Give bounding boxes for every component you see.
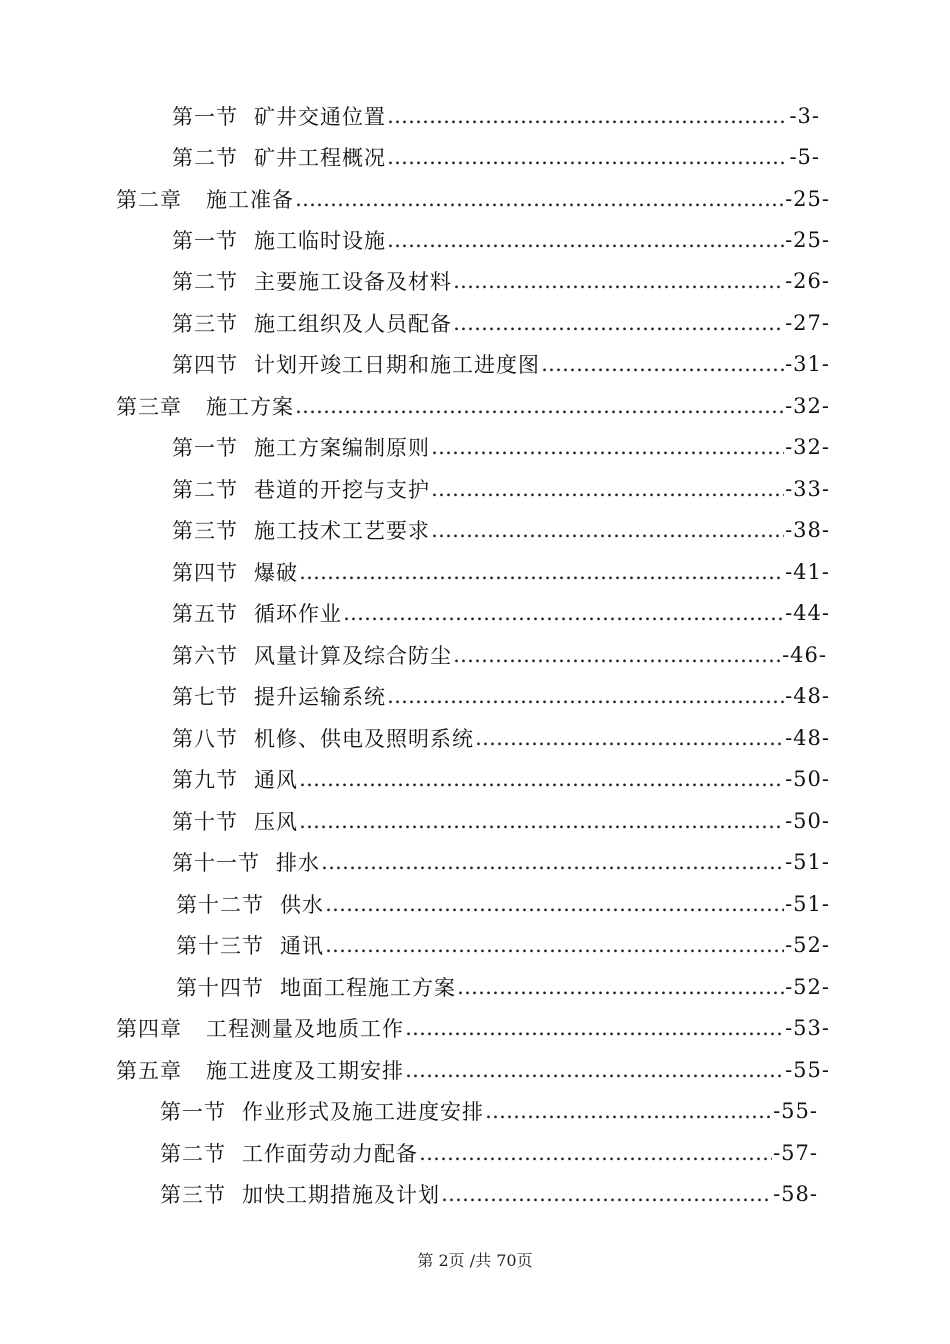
toc-entry-number: 第十二节 <box>176 893 264 917</box>
toc-entry[interactable] <box>172 308 830 338</box>
toc-entry[interactable] <box>172 681 830 711</box>
toc-entry-page: -50- <box>785 767 830 791</box>
toc-entry-number: 第一节 <box>160 1100 226 1124</box>
toc-entry-number: 第三节 <box>172 312 238 336</box>
toc-entry[interactable] <box>172 557 830 587</box>
toc-entry-number: 第三节 <box>172 519 238 543</box>
toc-entry-number: 第六节 <box>172 644 238 668</box>
toc-entry-title: 排水 <box>276 851 320 875</box>
toc-entry[interactable] <box>160 1179 818 1209</box>
toc-entry-number: 第四节 <box>172 561 238 585</box>
toc-entry[interactable] <box>172 349 830 379</box>
dot-leader <box>457 975 784 999</box>
dot-leader <box>299 560 784 584</box>
toc-entry-page: -52- <box>785 933 830 957</box>
toc-entry-title: 主要施工设备及材料 <box>254 270 452 294</box>
toc-entry-page: -50- <box>785 809 830 833</box>
dot-leader <box>387 684 784 708</box>
toc-chapter-entry[interactable] <box>116 184 830 214</box>
toc-entry-number: 第十三节 <box>176 934 264 958</box>
toc-entry-title: 施工进度及工期安排 <box>206 1059 404 1083</box>
toc-entry-page: -52- <box>785 975 830 999</box>
toc-entry-page: -55- <box>785 1058 830 1082</box>
toc-entry-page: -31- <box>785 352 830 376</box>
dot-leader <box>295 187 784 211</box>
dot-leader <box>419 1141 772 1165</box>
toc-entry-page: -48- <box>785 684 830 708</box>
toc-entry-number: 第十节 <box>172 810 238 834</box>
toc-entry-number: 第十四节 <box>176 976 264 1000</box>
dot-leader <box>295 394 784 418</box>
dot-leader <box>299 767 784 791</box>
dot-leader <box>441 1182 772 1206</box>
toc-entry-number: 第二节 <box>172 478 238 502</box>
dot-leader <box>541 352 784 376</box>
toc-entry[interactable] <box>172 225 830 255</box>
toc-entry-number: 第一节 <box>172 229 238 253</box>
dot-leader <box>387 228 784 252</box>
toc-entry[interactable] <box>172 266 830 296</box>
toc-entry-number: 第二节 <box>160 1142 226 1166</box>
toc-entry[interactable] <box>160 1138 818 1168</box>
toc-entry-title: 计划开竣工日期和施工进度图 <box>254 353 540 377</box>
toc-entry-title: 施工方案编制原则 <box>254 436 430 460</box>
toc-entry-title: 地面工程施工方案 <box>280 976 456 1000</box>
toc-entry-page: -32- <box>785 394 830 418</box>
toc-entry-title: 机修、供电及照明系统 <box>254 727 474 751</box>
toc-entry-page: -51- <box>785 892 830 916</box>
toc-entry-page: -38- <box>785 518 830 542</box>
toc-entry-page: -44- <box>785 601 830 625</box>
dot-leader <box>343 601 784 625</box>
toc-entry-number: 第八节 <box>172 727 238 751</box>
toc-entry-title: 巷道的开挖与支护 <box>254 478 430 502</box>
toc-entry-title: 施工技术工艺要求 <box>254 519 430 543</box>
toc-entry-number: 第一节 <box>172 436 238 460</box>
toc-entry-page: -25- <box>785 187 830 211</box>
toc-entry[interactable] <box>172 598 830 628</box>
toc-chapter-entry[interactable] <box>116 391 830 421</box>
toc-entry-page: -53- <box>785 1016 830 1040</box>
toc-entry-page: -5- <box>789 145 820 169</box>
toc-entry-number: 第五章 <box>116 1059 182 1083</box>
toc-entry-page: -41- <box>785 560 830 584</box>
toc-entry-title: 工作面劳动力配备 <box>242 1142 418 1166</box>
toc-chapter-entry[interactable] <box>116 1013 830 1043</box>
toc-entry-title: 压风 <box>254 810 298 834</box>
dot-leader <box>325 933 784 957</box>
toc-entry-title: 工程测量及地质工作 <box>206 1017 404 1041</box>
toc-entry-title: 通讯 <box>280 934 324 958</box>
toc-entry-number: 第二节 <box>172 146 238 170</box>
toc-chapter-entry[interactable] <box>116 1055 830 1085</box>
toc-entry[interactable] <box>172 847 830 877</box>
toc-entry[interactable] <box>176 972 830 1002</box>
dot-leader <box>325 892 784 916</box>
toc-entry-title: 施工方案 <box>206 395 294 419</box>
toc-entry[interactable] <box>172 474 830 504</box>
toc-entry[interactable] <box>172 764 830 794</box>
toc-entry-number: 第五节 <box>172 602 238 626</box>
toc-entry-title: 供水 <box>280 893 324 917</box>
toc-entry-page: -27- <box>785 311 830 335</box>
page-footer: 第 2页 /共 70页 <box>417 1251 533 1270</box>
toc-entry[interactable] <box>172 142 820 172</box>
toc-entry-number: 第一节 <box>172 105 238 129</box>
toc-entry-title: 施工组织及人员配备 <box>254 312 452 336</box>
toc-entry-number: 第二章 <box>116 188 182 212</box>
toc-entry-title: 加快工期措施及计划 <box>242 1183 440 1207</box>
toc-entry-page: -32- <box>785 435 830 459</box>
dot-leader <box>453 311 784 335</box>
toc-entry-page: -51- <box>785 850 830 874</box>
dot-leader <box>431 518 784 542</box>
toc-entry-number: 第七节 <box>172 685 238 709</box>
toc-entry-page: -3- <box>789 104 820 128</box>
dot-leader <box>485 1099 772 1123</box>
dot-leader <box>475 726 784 750</box>
toc-entry-title: 循环作业 <box>254 602 342 626</box>
toc-entry-page: -57- <box>773 1141 818 1165</box>
toc-entry[interactable] <box>172 806 830 836</box>
dot-leader <box>387 104 788 128</box>
toc-entry-title: 矿井交通位置 <box>254 105 386 129</box>
toc-entry-title: 施工准备 <box>206 188 294 212</box>
toc-entry-page: -48- <box>785 726 830 750</box>
dot-leader <box>453 269 784 293</box>
toc-entry[interactable] <box>172 640 827 670</box>
dot-leader <box>387 145 788 169</box>
toc-entry-page: -58- <box>773 1182 818 1206</box>
toc-entry-page: -55- <box>773 1099 818 1123</box>
toc-entry-number: 第十一节 <box>172 851 260 875</box>
toc-entry-page: -33- <box>785 477 830 501</box>
dot-leader <box>405 1016 784 1040</box>
toc-entry[interactable] <box>172 432 830 462</box>
toc-entry-title: 施工临时设施 <box>254 229 386 253</box>
dot-leader <box>431 435 784 459</box>
toc-entry[interactable] <box>172 101 820 131</box>
toc-entry-page: -26- <box>785 269 830 293</box>
toc-entry-number: 第三章 <box>116 395 182 419</box>
toc-entry-title: 提升运输系统 <box>254 685 386 709</box>
toc-entry-title: 爆破 <box>254 561 298 585</box>
dot-leader <box>453 643 781 667</box>
toc-entry-number: 第三节 <box>160 1183 226 1207</box>
toc-entry[interactable] <box>176 930 830 960</box>
toc-entry-page: -46- <box>782 643 827 667</box>
toc-entry-title: 矿井工程概况 <box>254 146 386 170</box>
dot-leader <box>321 850 784 874</box>
toc-entry[interactable] <box>172 723 830 753</box>
toc-entry-title: 风量计算及综合防尘 <box>254 644 452 668</box>
toc-entry[interactable] <box>160 1096 818 1126</box>
toc-entry-number: 第四节 <box>172 353 238 377</box>
dot-leader <box>431 477 784 501</box>
dot-leader <box>299 809 784 833</box>
toc-entry-page: -25- <box>785 228 830 252</box>
toc-entry-title: 通风 <box>254 768 298 792</box>
toc-entry-title: 作业形式及施工进度安排 <box>242 1100 484 1124</box>
toc-entry[interactable] <box>176 889 830 919</box>
toc-entry-number: 第九节 <box>172 768 238 792</box>
toc-entry[interactable] <box>172 515 830 545</box>
dot-leader <box>405 1058 784 1082</box>
toc-entry-number: 第二节 <box>172 270 238 294</box>
toc-entry-number: 第四章 <box>116 1017 182 1041</box>
